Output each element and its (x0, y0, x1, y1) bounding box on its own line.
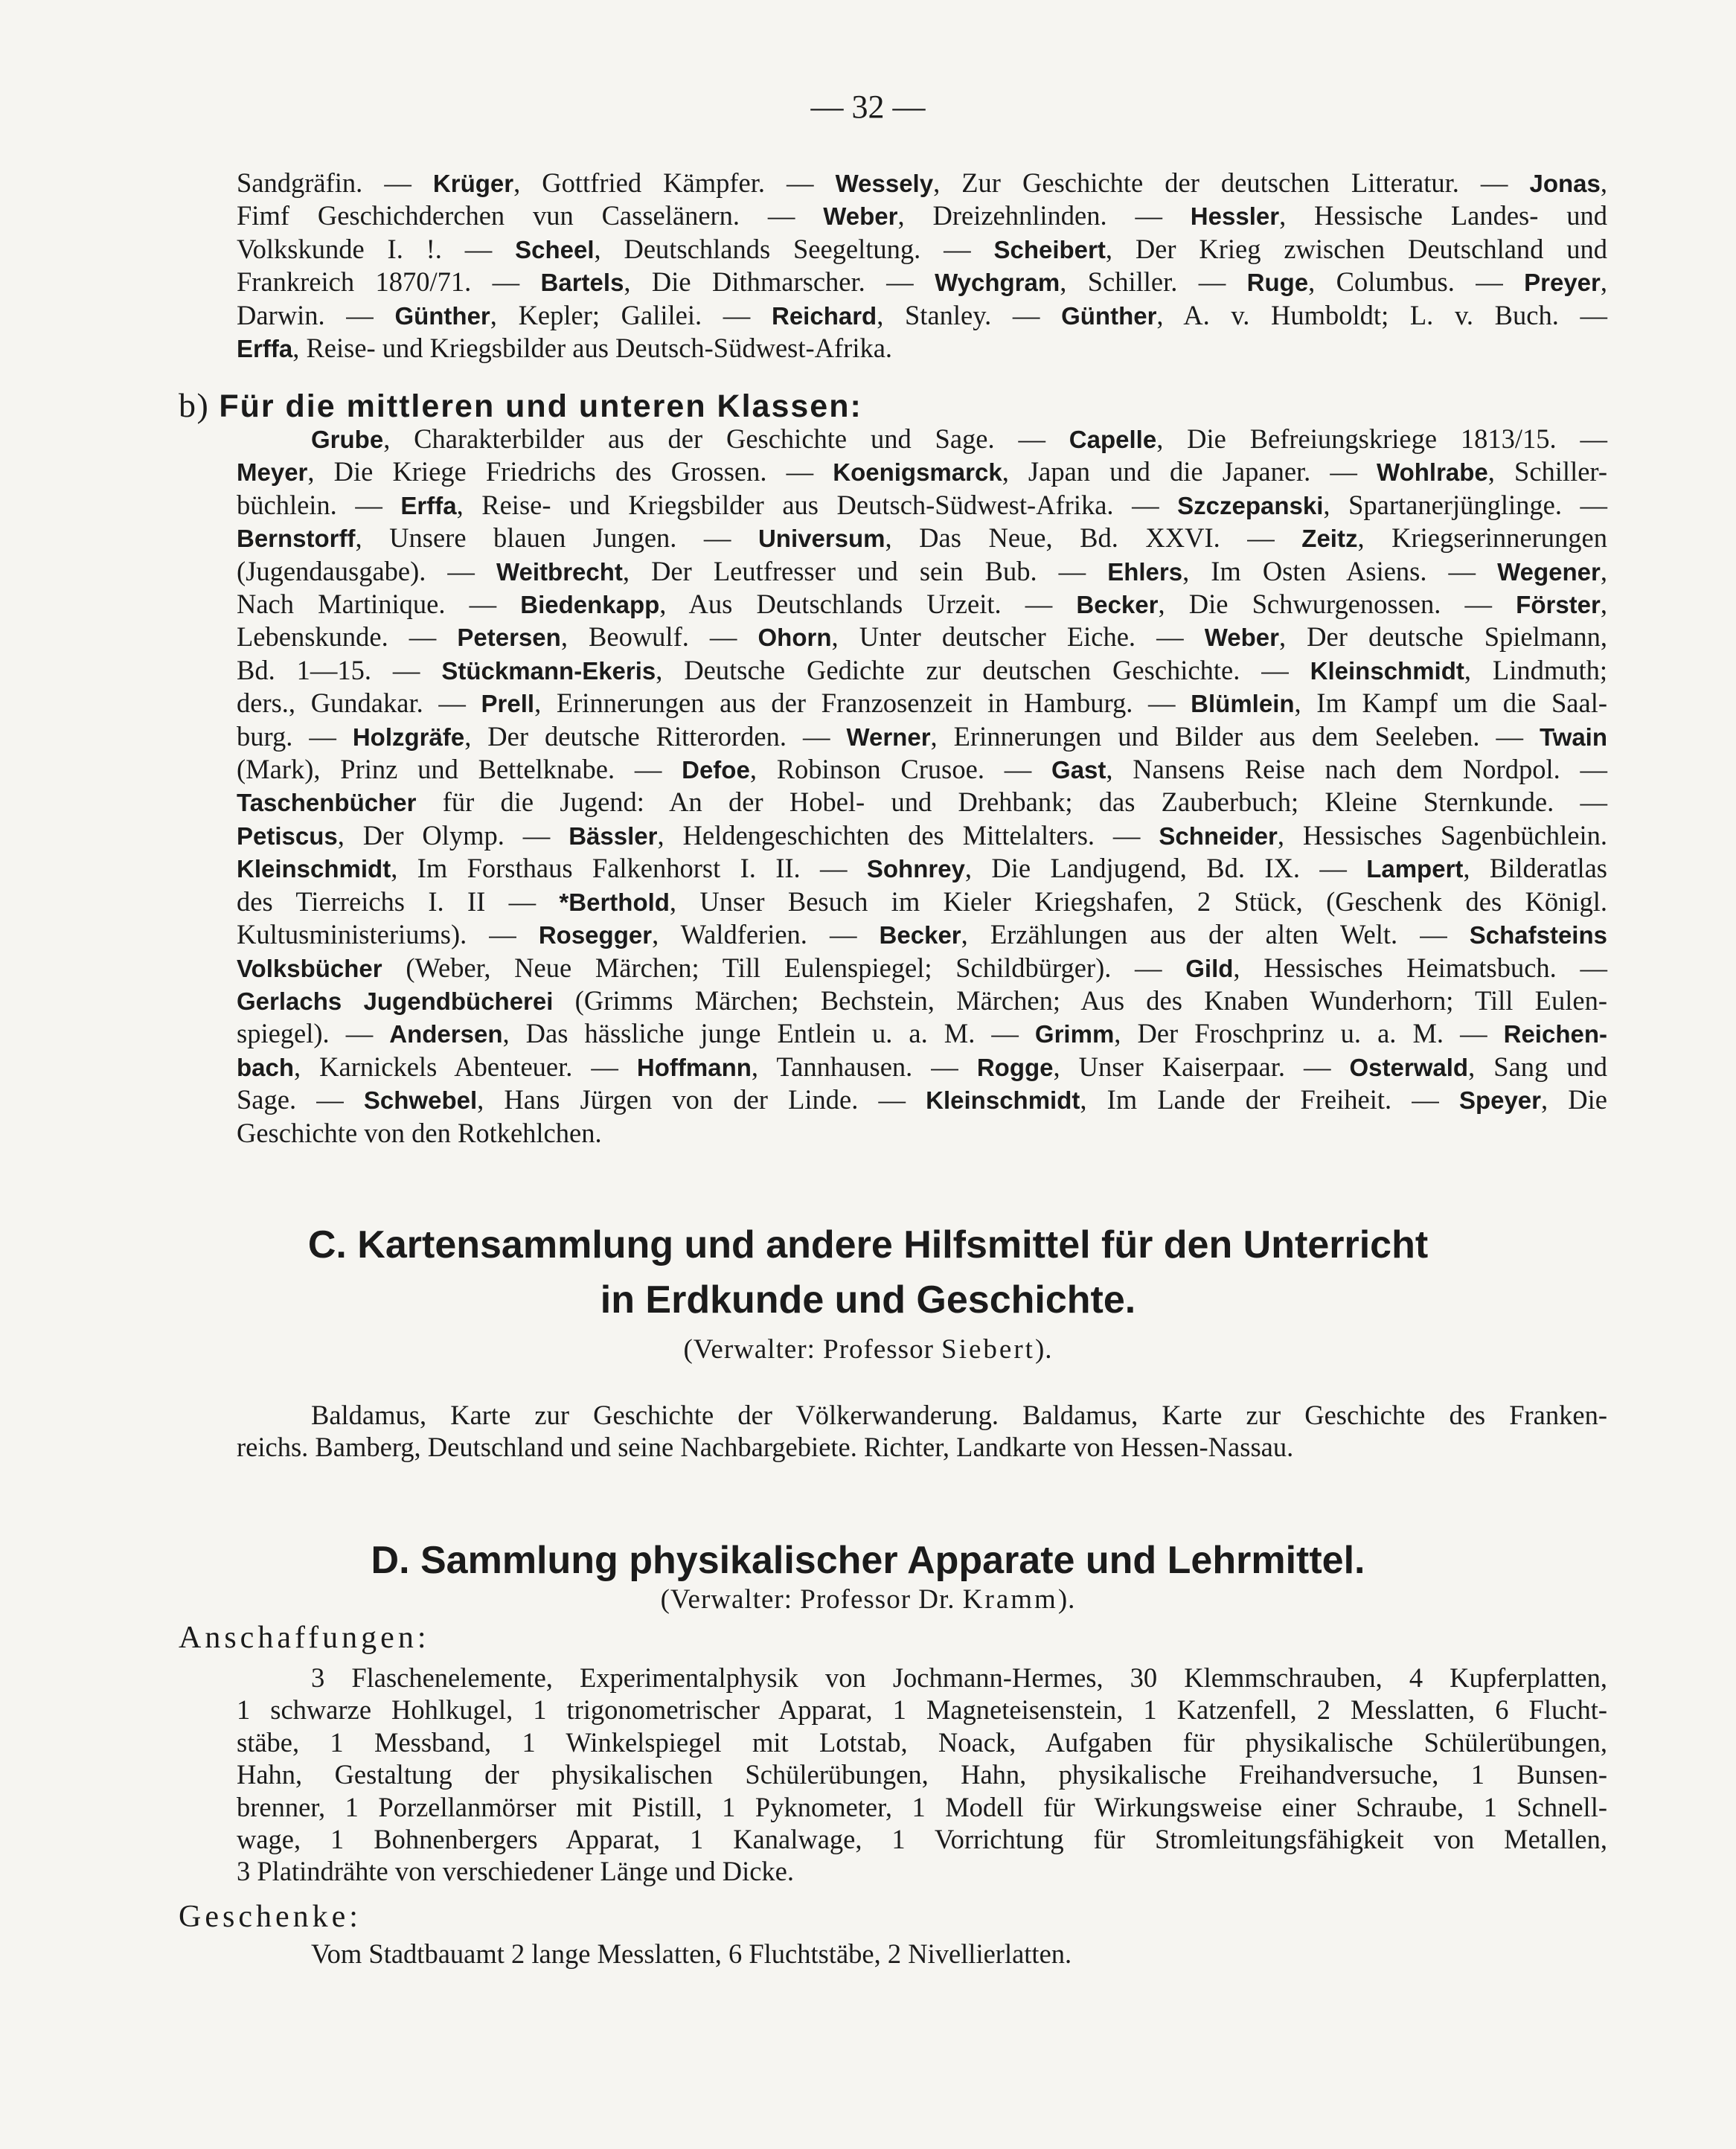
text-run: , Erzählungen aus der alten Welt. — (961, 919, 1470, 950)
text-run: , Deutschlands Seegeltung. — (594, 233, 994, 264)
text-line (237, 299, 1607, 332)
text-run: , (1600, 167, 1607, 198)
text-run: , Hessische Landes- und (1279, 200, 1607, 231)
author-name: Petersen (457, 624, 561, 652)
text-run: Geschichte von den Rotkehlchen. (237, 1117, 602, 1148)
author-name: Ohorn (758, 624, 832, 652)
text-run: des Tierreichs I. II — (237, 885, 560, 917)
text-run: (Mark), Prinz und Bettelknabe. — (237, 754, 682, 785)
author-name: Krüger (432, 170, 514, 197)
text-run: , Stanley. — (877, 299, 1062, 330)
text-run: wage, 1 Bohnenbergers Apparat, 1 Kanalwage, 1 Vorrichtung für Stromleitungsfähigkeit von Metallen, (237, 1824, 1607, 1855)
text-run: , Tannhausen. — (751, 1051, 977, 1082)
text-line (237, 753, 1607, 786)
author-name: Speyer (1458, 1086, 1542, 1115)
author-name: Schneider (1159, 822, 1278, 850)
book-list-continued (237, 167, 1607, 365)
text-line (237, 588, 1607, 621)
text-run: , Reise- und Kriegsbilder aus Deutsch-Südwest-Afrika. — (456, 489, 1178, 520)
author-name: Petiscus (237, 822, 338, 850)
author-name: Biedenkapp (520, 591, 660, 619)
author-name: Werner (846, 723, 931, 751)
author-name: Szczepanski (1177, 491, 1324, 519)
text-run: für die Jugend: An der Hobel- und Drehbank; das Zauberbuch; Kleine Sternkunde. — (416, 787, 1607, 818)
subsection-b-title: Für die mittleren und unteren Klassen: (219, 388, 862, 424)
text-run: , Die Kriege Friedrichs des Grossen. — (307, 456, 833, 487)
text-run: , Dreizehnlinden. — (897, 200, 1191, 231)
text-run: reichs. Bamberg, Deutschland und seine Nachbargebiete. Richter, Landkarte von Hessen-Nassau. (237, 1432, 1294, 1463)
author-name: Schafsteins (1469, 921, 1607, 949)
author-name: Bernstorff (237, 525, 356, 553)
text-run: Nach Martinique. — (237, 589, 521, 620)
author-name: Meyer (237, 458, 308, 487)
text-line (237, 1117, 1607, 1149)
text-line (237, 654, 1607, 687)
text-run: , Zur Geschichte der deutschen Litteratur. — (933, 167, 1530, 198)
gifts-label: Geschenke: (179, 1900, 362, 1934)
purchases-label: Anschaffungen: (179, 1621, 430, 1655)
text-line (237, 455, 1607, 488)
author-name: Zeitz (1301, 525, 1358, 553)
text-line (237, 786, 1607, 819)
text-line (237, 1758, 1607, 1790)
text-run: , Der deutsche Ritterorden. — (464, 720, 847, 752)
text-line (237, 687, 1607, 720)
text-run: , Japan und die Japaner. — (1002, 456, 1377, 487)
author-name: Sohnrey (866, 855, 965, 883)
text-run: Bd. 1—15. — (237, 654, 442, 685)
text-run: , Die Befreiungskriege 1813/15. — (1156, 423, 1607, 454)
author-name: Förster (1516, 591, 1601, 619)
author-name: Ruge (1246, 269, 1309, 297)
text-run: , Im Kampf um die Saal- (1294, 688, 1608, 719)
text-run: , Lindmuth; (1464, 654, 1608, 685)
author-name: Reichen- (1503, 1020, 1607, 1048)
text-line (237, 1017, 1607, 1050)
text-run: Lebenskunde. — (237, 621, 458, 653)
text-line (237, 199, 1607, 232)
text-line (237, 1431, 1607, 1463)
author-name: Günther (394, 301, 490, 330)
author-name: Ehlers (1107, 557, 1183, 586)
text-run: , Der deutsche Spielmann, (1278, 621, 1607, 653)
text-line (237, 885, 1607, 918)
text-run: stäbe, 1 Messband, 1 Winkelspiegel mit Lotstab, Noack, Aufgaben für physikalische Schülerübungen, (237, 1726, 1607, 1758)
text-run: 3 Flaschenelemente, Experimentalphysik von Jochmann-Hermes, 30 Klemmschrauben, 4 Kupferplatten, (311, 1662, 1607, 1693)
author-name: Weber (1204, 624, 1279, 652)
text-run: Sandgräfin. — (237, 167, 433, 198)
text-run: , Das Neue, Bd. XXVI. — (885, 522, 1302, 554)
text-run: , (1600, 266, 1607, 298)
text-run: Kultusministeriums). — (237, 919, 539, 950)
text-line (237, 852, 1607, 885)
author-name: Wohlrabe (1377, 458, 1488, 487)
text-line (237, 1399, 1607, 1431)
gifts-list (237, 1938, 1607, 1970)
text-run: 3 Platindrähte von verschiedener Länge und Dicke. (237, 1856, 794, 1887)
text-run: Sage. — (237, 1084, 364, 1115)
author-name: Hessler (1190, 202, 1280, 231)
section-d-administrator: (Verwalter: Professor Dr. Kramm). (660, 1584, 1076, 1615)
text-run: Vom Stadtbauamt 2 lange Messlatten, 6 Fluchtstäbe, 2 Nivellierlatten. (311, 1938, 1072, 1969)
author-name: bach (237, 1053, 295, 1081)
author-name: Holzgräfe (352, 723, 465, 751)
text-run: , Erinnerungen aus der Franzosenzeit in Hamburg. — (534, 688, 1191, 719)
author-name: Kleinschmidt (1310, 656, 1464, 685)
text-run: , Die Landjugend, Bd. IX. — (964, 853, 1367, 884)
book-list-middle-lower (237, 423, 1607, 1149)
text-line (237, 819, 1607, 852)
author-name: *Berthold (559, 888, 670, 916)
text-line (237, 1726, 1607, 1758)
author-name: Becker (1076, 591, 1159, 619)
author-name: Capelle (1069, 426, 1157, 453)
text-run: (Grimms Märchen; Bechstein, Märchen; Aus des Knaben Wunderhorn; Till Eulen- (553, 984, 1607, 1016)
text-run: Frankreich 1870/71. — (237, 266, 541, 298)
text-run: spiegel). — (237, 1018, 390, 1049)
author-name: Kleinschmidt (926, 1086, 1080, 1115)
purchases-list (237, 1662, 1607, 1888)
text-run: , Die Dithmarscher. — (624, 266, 935, 298)
text-run: , Kepler; Galilei. — (490, 299, 772, 330)
author-name: Jonas (1529, 170, 1601, 197)
author-name: Volksbücher (237, 954, 382, 982)
author-name: Defoe (682, 756, 750, 784)
text-run: burg. — (237, 720, 353, 752)
text-run: büchlein. — (237, 489, 401, 520)
page-number: — 32 — (810, 89, 926, 125)
author-name: Twain (1539, 723, 1608, 751)
text-run: , Sang und (1468, 1051, 1607, 1082)
author-name: Günther (1061, 301, 1157, 330)
subsection-b-heading (179, 385, 862, 425)
text-run: , Hessisches Sagenbüchlein. (1277, 819, 1607, 851)
text-run: , Im Osten Asiens. — (1182, 555, 1498, 586)
subsection-b-marker: b) (179, 386, 210, 424)
text-run: , Das hässliche junge Entlein u. a. M. — (502, 1018, 1035, 1049)
author-name: Preyer (1524, 269, 1601, 297)
text-line (237, 952, 1607, 984)
section-c-title-line2: in Erdkunde und Geschichte. (600, 1278, 1136, 1322)
text-run: Darwin. — (237, 299, 395, 330)
text-run: Hahn, Gestaltung der physikalischen Schülerübungen, Hahn, physikalische Freihandversuche, 1 Bunsen- (237, 1759, 1607, 1790)
author-name: Gild (1185, 954, 1234, 982)
text-run: , Der Olymp. — (337, 819, 569, 851)
text-run: , Hans Jürgen von der Linde. — (477, 1084, 926, 1115)
text-run: , Erinnerungen und Bilder aus dem Seeleben. — (930, 720, 1540, 752)
author-name: Andersen (389, 1020, 503, 1048)
text-line (237, 720, 1607, 753)
author-name: Gast (1051, 756, 1106, 784)
text-run: , Charakterbilder aus der Geschichte und Sage. — (383, 423, 1069, 454)
text-line (237, 918, 1607, 951)
author-name: Erffa (237, 335, 293, 363)
text-run: Baldamus, Karte zur Geschichte der Völkerwanderung. Baldamus, Karte zur Geschichte des Franken- (311, 1400, 1607, 1430)
text-run: , Unser Kaiserpaar. — (1053, 1051, 1350, 1082)
author-name: Rogge (976, 1053, 1054, 1081)
text-run: ders., Gundakar. — (237, 688, 481, 719)
text-run: , Die Schwurgenossen. — (1158, 589, 1516, 620)
text-line (237, 1938, 1607, 1970)
text-line (237, 167, 1607, 199)
author-name: Prell (481, 690, 535, 718)
text-run: , Schiller- (1487, 456, 1607, 487)
text-line (237, 1791, 1607, 1823)
text-run: , Unter deutscher Eiche. — (831, 621, 1205, 653)
section-c-title-line1: C. Kartensammlung und andere Hilfsmittel für den Unterricht (307, 1223, 1429, 1266)
text-line (237, 522, 1607, 554)
text-run: , Kriegserinnerungen (1357, 522, 1607, 554)
author-name: Weber (823, 202, 898, 231)
author-name: Taschenbücher (237, 789, 417, 817)
text-line (237, 555, 1607, 588)
text-run: , Gottfried Kämpfer. — (513, 167, 836, 198)
author-name: Kleinschmidt (237, 855, 391, 883)
text-run: , Deutsche Gedichte zur deutschen Geschichte. — (656, 654, 1310, 685)
author-name: Hoffmann (636, 1053, 752, 1081)
section-c-administrator: (Verwalter: Professor Siebert). (683, 1334, 1053, 1365)
text-line (237, 984, 1607, 1017)
text-run: , Hessisches Heimatsbuch. — (1233, 952, 1607, 983)
text-run: , Columbus. — (1308, 266, 1525, 298)
author-name: Scheel (515, 235, 595, 263)
text-line (237, 332, 1607, 365)
author-name: Bässler (568, 822, 658, 850)
text-run: , Reise- und Kriegsbilder aus Deutsch-Südwest-Afrika. (292, 333, 893, 364)
author-name: Erffa (400, 491, 457, 519)
text-run: (Weber, Neue Märchen; Till Eulenspiegel; Schildbürger). — (382, 952, 1186, 983)
text-line (237, 233, 1607, 266)
author-name: Koenigsmarck (833, 458, 1002, 487)
text-run: brenner, 1 Porzellanmörser mit Pistill, 1 Pyknometer, 1 Modell für Wirkungsweise einer Schraube, 1 Schnell- (237, 1791, 1607, 1822)
text-run: , Aus Deutschlands Urzeit. — (659, 589, 1077, 620)
text-run: (Jugendausgabe). — (237, 555, 496, 586)
text-run: , Im Lande der Freiheit. — (1080, 1084, 1459, 1115)
text-run: , Im Forsthaus Falkenhorst I. II. — (391, 853, 867, 884)
author-name: Weitbrecht (496, 557, 623, 586)
text-line (237, 621, 1607, 653)
author-name: Osterwald (1349, 1053, 1469, 1081)
text-run: , A. v. Humboldt; L. v. Buch. — (1156, 299, 1607, 330)
text-run: , Bilderatlas (1463, 853, 1608, 884)
text-line (237, 1855, 1607, 1887)
author-name: Wegener (1497, 557, 1601, 586)
text-run: , Robinson Crusoe. — (749, 754, 1052, 785)
text-run: Volkskunde I. !. — (237, 233, 516, 264)
text-line (237, 1051, 1607, 1083)
author-name: Becker (879, 921, 961, 949)
author-name: Schwebel (363, 1086, 478, 1115)
text-run: , Die (1541, 1084, 1607, 1115)
text-line (237, 1823, 1607, 1855)
author-name: Stückmann-Ekeris (441, 656, 656, 685)
text-run: , Waldferien. — (652, 919, 880, 950)
text-line (237, 1083, 1607, 1116)
text-run: , (1600, 589, 1607, 620)
text-run: , Der Froschprinz u. a. M. — (1114, 1018, 1504, 1049)
text-run: , Unser Besuch im Kieler Kriegshafen, 2 Stück, (Geschenk des Königl. (669, 885, 1607, 917)
text-line (237, 266, 1607, 298)
text-run: , Der Krieg zwischen Deutschland und (1105, 233, 1607, 264)
author-name: Universum (758, 525, 885, 553)
author-name: Reichard (771, 301, 877, 330)
author-name: Blümlein (1191, 690, 1295, 718)
text-line (237, 1662, 1607, 1694)
text-run: Fimf Geschichderchen vun Casselänern. — (237, 200, 824, 231)
text-line (237, 423, 1607, 455)
text-run: , Nansens Reise nach dem Nordpol. — (1106, 754, 1607, 785)
author-name: Wessely (835, 170, 934, 197)
author-name: Scheibert (993, 235, 1106, 263)
map-list (237, 1399, 1607, 1464)
text-run: 1 schwarze Hohlkugel, 1 trigonometrischer Apparat, 1 Magneteisenstein, 1 Katzenfell, 2 Messlatten, 6 Flucht- (237, 1694, 1607, 1726)
text-run: , Schiller. — (1060, 266, 1247, 298)
text-run: , Karnickels Abenteuer. — (294, 1051, 637, 1082)
section-d-title: D. Sammlung physikalischer Apparate und Lehrmittel. (371, 1539, 1365, 1582)
author-name: Lampert (1366, 855, 1464, 883)
text-run: , Unsere blauen Jungen. — (355, 522, 758, 554)
author-name: Wychgram (935, 269, 1060, 297)
text-run: , Beowulf. — (560, 621, 758, 653)
text-line (237, 489, 1607, 522)
text-run: , Heldengeschichten des Mittelalters. — (657, 819, 1159, 851)
text-run: , Spartanerjünglinge. — (1323, 489, 1607, 520)
author-name: Rosegger (538, 921, 653, 949)
author-name: Grube (311, 426, 384, 453)
author-name: Gerlachs Jugendbücherei (237, 987, 554, 1015)
author-name: Grimm (1034, 1020, 1115, 1048)
author-name: Bartels (540, 269, 624, 297)
text-line (237, 1694, 1607, 1726)
text-run: , Der Leutfresser und sein Bub. — (622, 555, 1108, 586)
text-run: , (1600, 555, 1607, 586)
